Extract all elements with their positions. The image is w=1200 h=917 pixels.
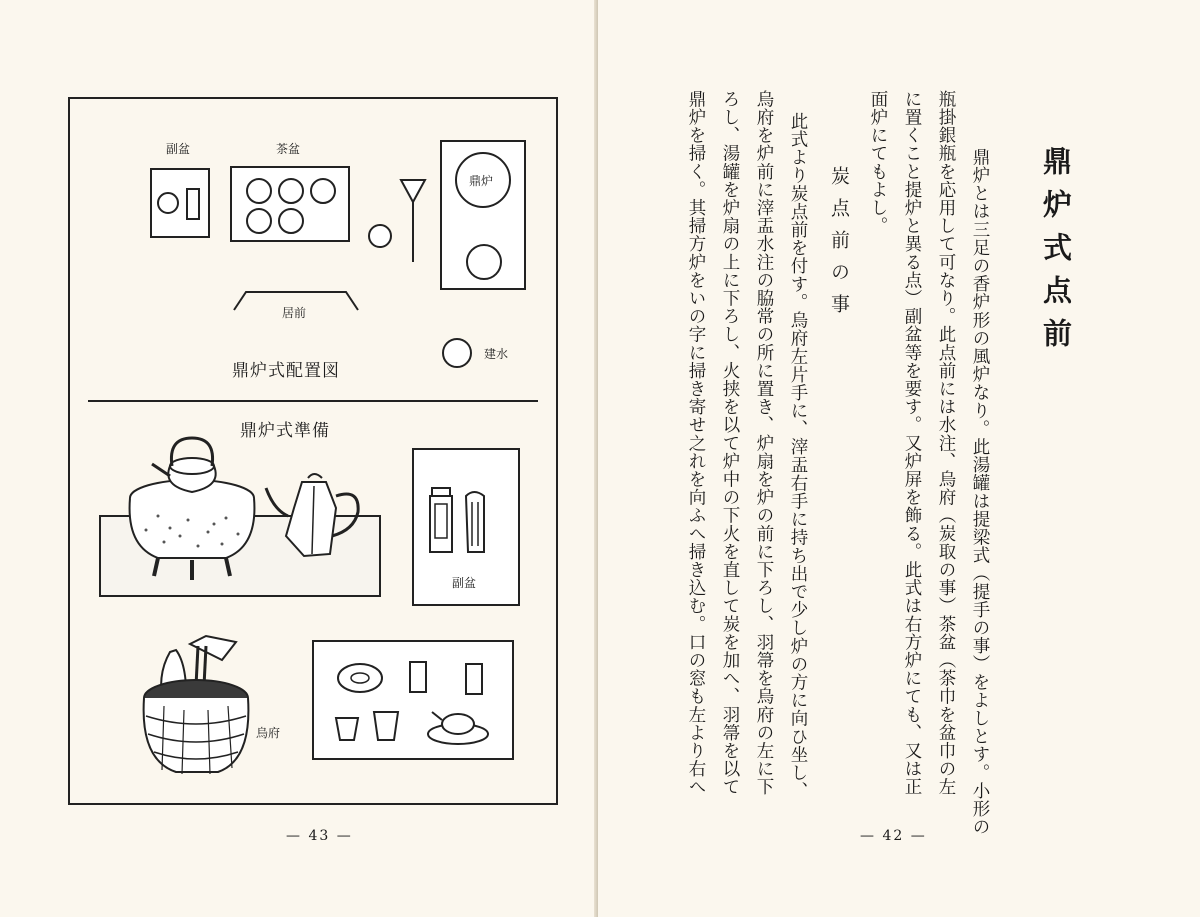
text-column-3: に置くこと提炉と異る点）副盆等を要す。又炉屏を飾る。此式は右方炉にても、又は正 <box>902 90 922 796</box>
kettle-icon <box>466 244 502 280</box>
text-column-6: 烏府を炉前に滓盂水注の脇常の所に置き、炉扇を炉の前に下ろし、羽箒を烏府の左に下 <box>754 90 774 796</box>
tea-cup-icon <box>278 178 304 204</box>
text-column-8: 鼎炉を掃く。其掃方炉をいの字に掃き寄せ之れを向ふへ掃き込む。口の窓も左より右へ <box>686 90 706 796</box>
text-column-5: 此式より炭点前を付す。烏府左片手に、滓盂右手に持ち出で少し炉の方に向ひ坐し、 <box>788 112 808 800</box>
page-title: 鼎炉式点前 <box>1039 146 1073 361</box>
water-jar-icon <box>368 224 392 248</box>
teiro-icon <box>455 152 511 208</box>
label-chabon: 茶盆 <box>276 142 301 156</box>
fukubon-bowl-icon <box>157 192 179 214</box>
label-fukubon-prep: 副盆 <box>452 576 477 590</box>
section-title: 炭点前の事 <box>828 166 850 326</box>
divider <box>88 400 538 402</box>
text-column-7: ろし、湯罐を炉扇の上に下ろし、火挟を以て炉中の下火を直して炭を加へ、羽箒を以て <box>720 90 740 796</box>
page-number-left: — 43 — <box>286 828 353 844</box>
kensui-icon <box>442 338 472 368</box>
label-teiro: 鼎炉 <box>469 174 494 188</box>
funnel-icon <box>398 176 428 266</box>
label-kensui: 建水 <box>484 347 509 361</box>
text-column-4: 面炉にてもよし。 <box>868 90 888 235</box>
fukubon-utensils-icon <box>426 486 510 558</box>
tea-cup-icon <box>278 208 304 234</box>
page-number-right: — 42 — <box>860 828 927 844</box>
label-inomae: 居前 <box>282 306 307 320</box>
label-fukubon: 副盆 <box>166 142 191 156</box>
ufu-basket-illustration <box>136 636 258 786</box>
chabon-tray <box>230 166 350 242</box>
fukubon-caddy-icon <box>186 188 200 220</box>
tea-utensils-icon <box>324 654 504 754</box>
label-ufu: 烏府 <box>256 726 281 740</box>
tea-cup-icon <box>310 178 336 204</box>
left-page <box>0 0 598 917</box>
fukubon-tray <box>150 168 210 238</box>
fukubon-board <box>412 448 520 606</box>
teiro-board <box>440 140 526 290</box>
teiro-kettle-illustration <box>98 436 388 600</box>
tea-cup-icon <box>246 178 272 204</box>
chabon-board <box>312 640 514 760</box>
text-column-1: 鼎炉とは三足の香炉形の風炉なり。此湯罐は提梁式（提手の事）をよしとす。小形の <box>970 148 990 836</box>
text-column-2: 瓶掛銀瓶を応用して可なり。此点前には水注、烏府（炭取の事）茶盆（茶巾を盆巾の左 <box>936 90 956 796</box>
right-page <box>598 0 1200 917</box>
layout-title: 鼎炉式配置図 <box>232 361 340 381</box>
preparation-title: 鼎炉式準備 <box>240 421 330 441</box>
tea-cup-icon <box>246 208 272 234</box>
